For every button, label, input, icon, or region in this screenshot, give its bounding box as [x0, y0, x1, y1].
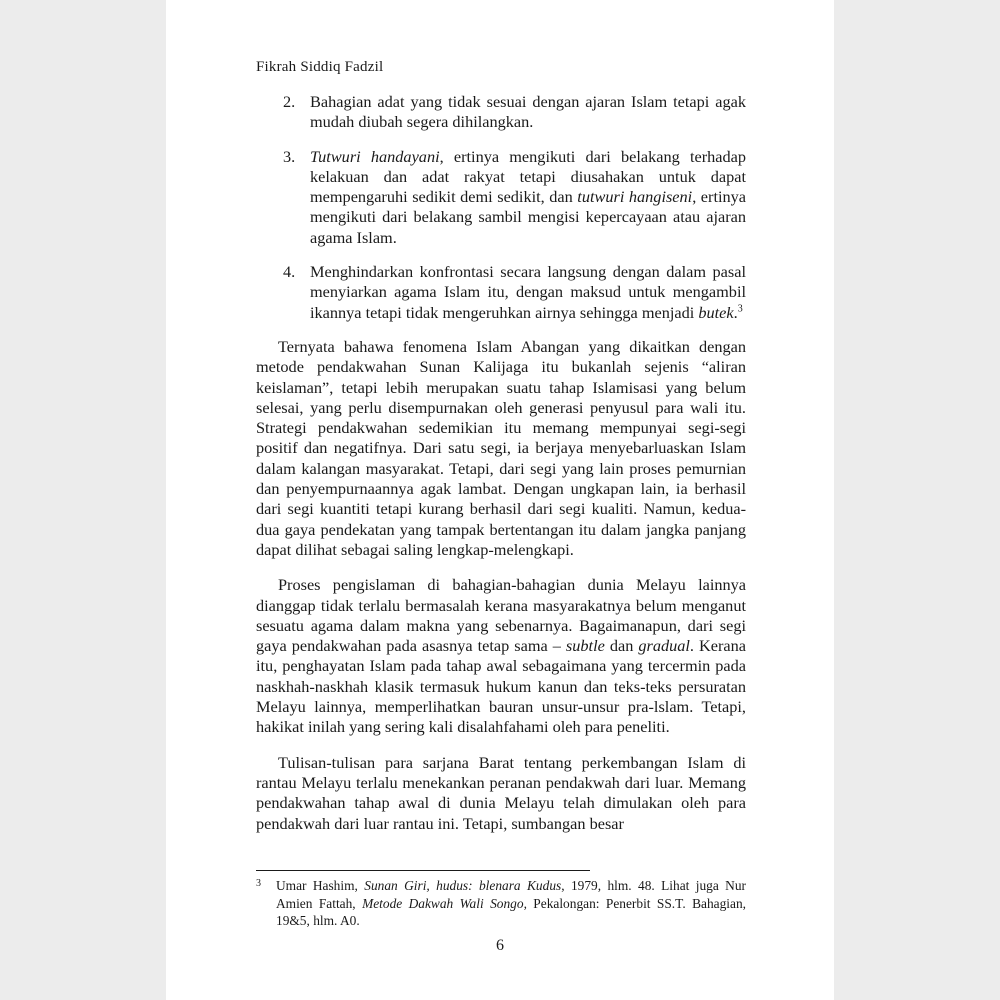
- list-number: 4.: [283, 262, 296, 282]
- list-number: 2.: [283, 92, 296, 111]
- paragraph: Tulisan-tulisan para sarjana Barat tentang perkembangan Islam di rantau Melayu terlalu menekankan peranan pendakwah dari luar. Memang pendakwahan tahap awal di dunia Melayu telah dimulakan oleh para pendakwah dari luar rantau ini. Tetapi, sumbangan besar: [256, 752, 746, 833]
- list-item: [256, 92, 746, 133]
- italic-term: gradual: [638, 636, 690, 656]
- book-page: [166, 0, 834, 1000]
- paragraph: Ternyata bahawa fenomena Islam Abangan yang dikaitkan dengan metode pendakwahan Sunan Kalijaga itu bukanlah sejenis “aliran keislaman”, tetapi lebih merupakan suatu tahap Islamisasi yang belum selesai, yang perlu disempurnakan oleh generasi penyusul para wali itu. Strategi pendakwahan sedemikian itu memang mempunyai segi-segi positif dan negatifnya. Dari satu segi, ia berjaya menyebarluaskan Islam dalam kalangan masyarakat. Tetapi, dari segi yang lain proses pemurnian dan penyempurnaannya agak lambat. Dengan ungkapan lain, ia berhasil dari segi kuantiti tetapi kurang berhasil dari segi kualiti. Namun, kedua-dua gaya pendekatan yang tampak bertentangan itu dalam jangka panjang dapat dilihat sebagai saling lengkap-melengkapi.: [256, 336, 746, 559]
- list-item-text: , ertinya mengikuti dari belakang terhadap kelakuan dan adat rakyat tetapi diusahakan untuk dapat mempengaruhi sedikit demi sedikit, dan: [310, 146, 746, 207]
- italic-term: Tutwuri handayani: [310, 146, 440, 166]
- list-item-text: .: [733, 302, 738, 322]
- numbered-list: [256, 92, 746, 323]
- body-text: [256, 92, 746, 849]
- footnote-divider: [256, 870, 590, 871]
- paragraph-text: Proses pengislaman di bahagian-bahagian dunia Melayu lainnya dianggap tidak terlalu bermasalah kerana masyarakatnya belum menganut sesuatu agama dalam makna yang sebenarnya. Bagaimanapun, dari segi gaya pendakwahan pada asasnya tetap sama –: [256, 575, 746, 656]
- paragraph: [256, 575, 746, 737]
- list-item-text: , ertinya mengikuti dari belakang sambil mengisi kepercayaan atau ajaran agama Islam.: [310, 187, 747, 247]
- list-number: 3.: [283, 146, 296, 166]
- footnote-reference[interactable]: 3: [737, 303, 743, 315]
- paragraph-text: . Kerana itu, penghayatan Islam pada tahap awal sebagaimana yang tercermin pada naskhah-naskhah klasik termasuk hukum kanun dan teks-teks persuratan Melayu lainnya, memperlihatkan bauran unsur-unsur pra-lslam. Tetapi, hakikat inilah yang sering kali disalahfahami oleh para peneliti.: [256, 636, 747, 737]
- running-head: Fikrah Siddiq Fadzil: [256, 59, 384, 75]
- page-number: 6: [496, 937, 504, 954]
- footnote-mark: 3: [256, 878, 261, 889]
- list-item: [256, 147, 746, 248]
- italic-term: tutwuri hangiseni: [577, 187, 693, 207]
- footnote: [256, 877, 746, 930]
- italic-term: butek: [698, 302, 734, 322]
- footnote-title: Sunan Giri, hudus: blenara Kudus: [364, 878, 562, 893]
- footnote-text-part: , 1979, hlm. 48. Lihat juga Nur Amien Fattah,: [276, 878, 747, 911]
- list-item-text: Menghindarkan konfrontasi secara langsung dengan dalam pasal menyiarkan agama Islam itu, dengan maksud untuk mengambil ikannya tetapi tidak mengeruhkan airnya sehingga menjadi: [310, 262, 746, 322]
- list-item: [256, 262, 746, 323]
- paragraph-text: dan: [604, 636, 639, 656]
- list-item-text: Bahagian adat yang tidak sesuai dengan ajaran Islam tetapi agak mudah diubah segera dihilangkan.: [310, 92, 746, 132]
- footnote-text-part: Umar Hashim,: [276, 878, 365, 893]
- footnote-text-part: , Pekalongan: Penerbit SS.T. Bahagian, 19&5, hlm. A0.: [276, 895, 746, 928]
- italic-term: subtle: [565, 636, 605, 656]
- footnote-title: Metode Dakwah Wali Songo: [362, 895, 524, 911]
- footnote-text: [256, 877, 746, 930]
